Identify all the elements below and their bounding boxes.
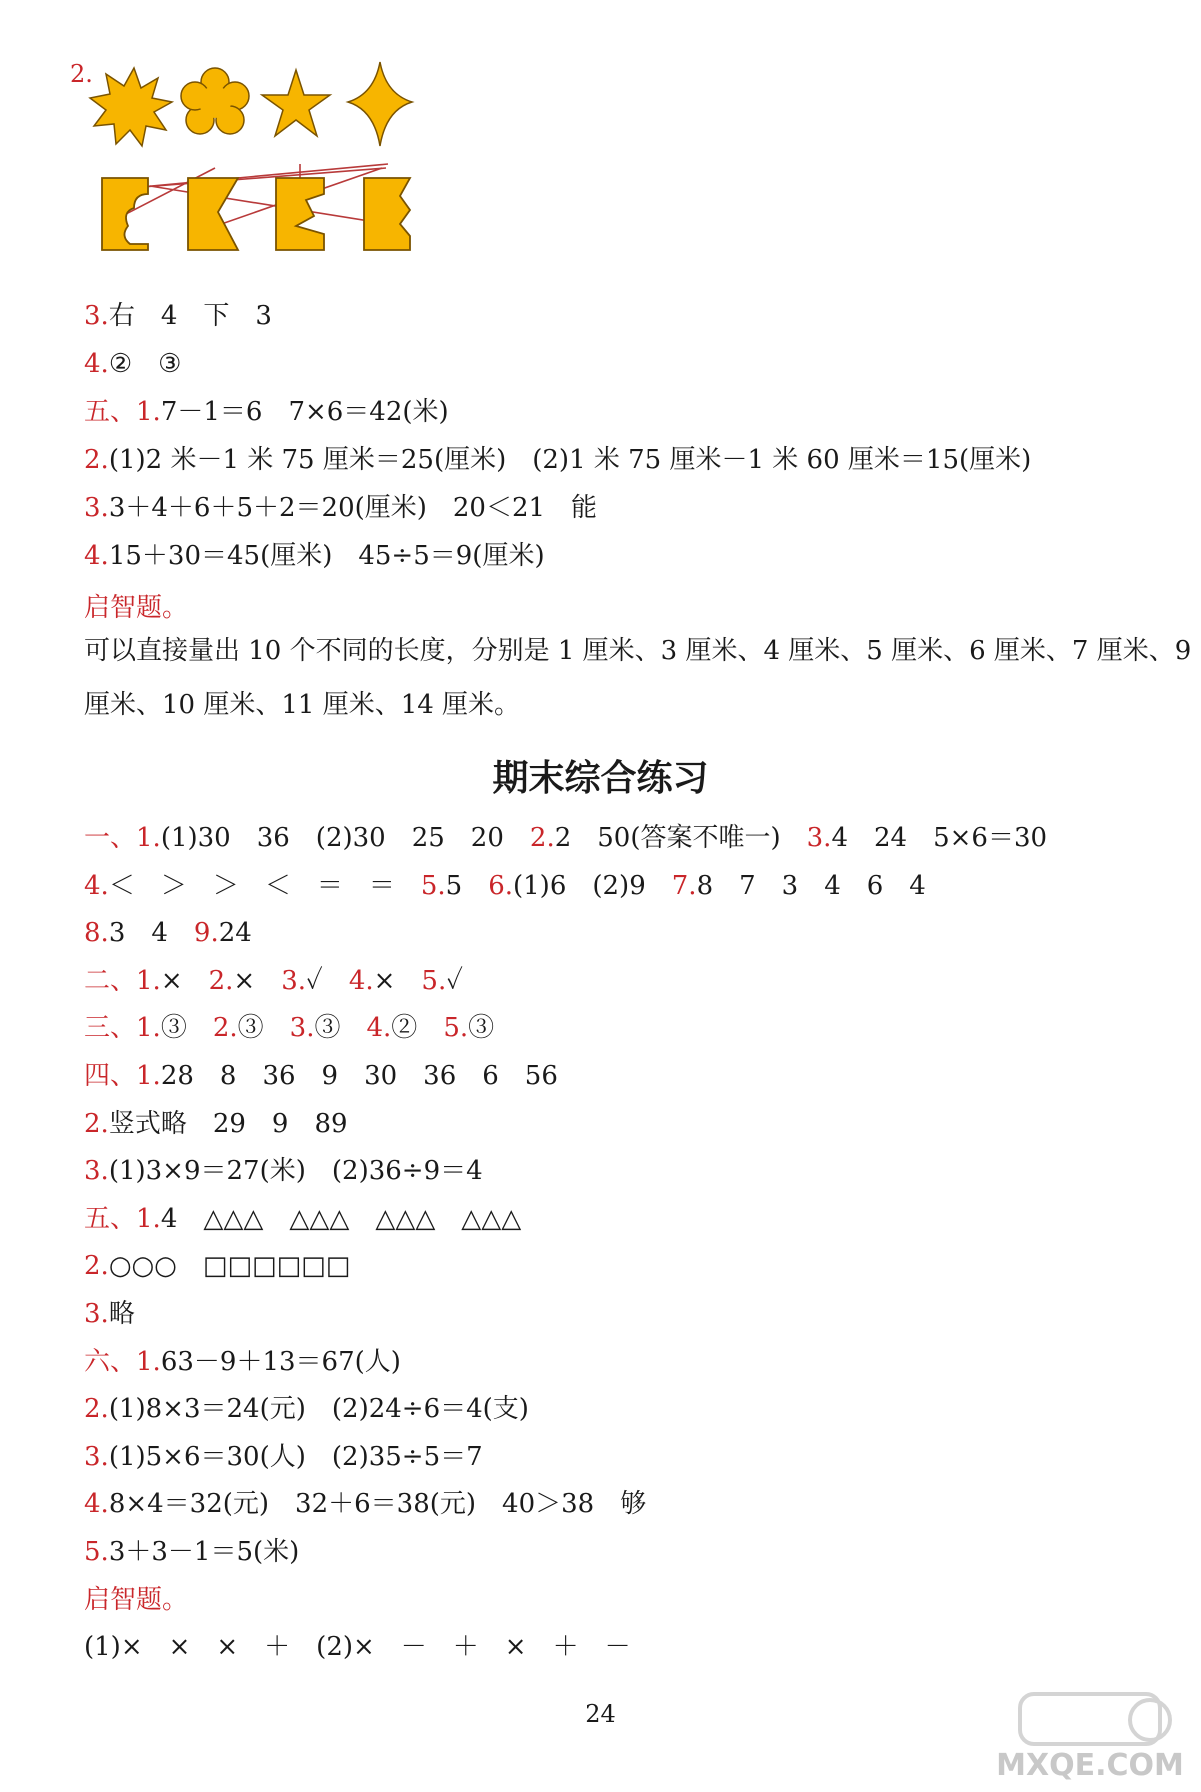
answer-text: (1)30 36 (2)30 25 20 xyxy=(160,823,530,853)
question-number: 启智题。 xyxy=(84,1585,189,1615)
question-number: 三、1. xyxy=(84,1013,161,1043)
question-number: 4. xyxy=(348,966,374,996)
question-number: 2. xyxy=(208,966,234,996)
question-number: 8. xyxy=(84,918,109,948)
answer-text: (1)5×6＝30(人) (2)35÷5＝7 xyxy=(108,1442,483,1472)
answer-line-5-4 xyxy=(84,538,545,574)
question-number: 4. xyxy=(84,871,109,901)
question-number: 一、1. xyxy=(84,823,161,853)
question-number: 3. xyxy=(84,1299,109,1329)
answer-text: 7－1＝6 7×6＝42(米) xyxy=(160,397,449,427)
answer-text: 略 xyxy=(108,1299,135,1329)
answer-text: × xyxy=(373,966,422,996)
question-number: 5. xyxy=(420,871,446,901)
answer-text: 右 4 下 3 xyxy=(108,301,272,331)
question-number: 6. xyxy=(488,871,513,901)
question-number: 2. xyxy=(84,445,109,475)
answer-text: (1)3×9＝27(米) (2)36÷9＝4 xyxy=(108,1156,483,1186)
final-answer-line xyxy=(84,1010,494,1046)
answer-text: ✓ xyxy=(306,966,349,996)
question-number: 3. xyxy=(84,301,109,331)
final-answer-line xyxy=(84,1486,646,1522)
sun-shape xyxy=(90,68,172,146)
answer-text: 5 xyxy=(445,871,489,901)
diamond-shape xyxy=(348,62,412,146)
question-number: 9. xyxy=(193,918,219,948)
question-number: 2. xyxy=(529,823,555,853)
answer-text: (1)× × × ＋ (2)× － ＋ × ＋ － xyxy=(84,1632,631,1662)
cut-shape-diamond xyxy=(364,178,410,250)
answer-text: ③ xyxy=(314,1013,367,1043)
question-number: 3. xyxy=(289,1013,315,1043)
answer-text: 4 24 5×6＝30 xyxy=(831,823,1048,853)
answer-text: 15＋30＝45(厘米) 45÷5＝9(厘米) xyxy=(108,541,545,571)
cut-shape-star xyxy=(276,178,324,250)
question-number: 5. xyxy=(443,1013,469,1043)
answer-text: (1)8×3＝24(元) (2)24÷6＝4(支) xyxy=(108,1394,529,1424)
final-answer-line xyxy=(84,1582,188,1618)
question-number: 3. xyxy=(84,1156,109,1186)
question-number: 3. xyxy=(806,823,832,853)
q2-marker: 2. xyxy=(70,60,93,88)
answer-text: ③ xyxy=(468,1013,495,1043)
answer-text: × xyxy=(233,966,282,996)
question-number: 2. xyxy=(84,1109,109,1139)
question-number: 3. xyxy=(281,966,307,996)
section-title: 期末综合练习 xyxy=(492,758,709,799)
final-answer-line xyxy=(84,963,463,999)
answer-line-5-2 xyxy=(84,442,1031,478)
answer-text: × xyxy=(160,966,209,996)
final-answer-line xyxy=(84,868,926,904)
answer-line-3 xyxy=(84,298,272,334)
answer-text: 63－9＋13＝67(人) xyxy=(160,1347,401,1377)
answer-text: ✓ xyxy=(446,966,464,996)
watermark-logo xyxy=(990,1690,1190,1786)
star-shape xyxy=(262,70,330,136)
cut-shape-sun xyxy=(188,178,238,250)
question-number: 4. xyxy=(84,349,109,379)
question-number: 二、1. xyxy=(84,966,161,996)
question-number: 5. xyxy=(84,1537,109,1567)
answer-text: ③ xyxy=(160,1013,213,1043)
question-number: 2. xyxy=(84,1251,109,1281)
answer-text: 竖式略 29 9 89 xyxy=(108,1109,348,1139)
watermark-icon xyxy=(990,1690,1190,1750)
question-number: 4. xyxy=(84,1489,109,1519)
final-answer-line xyxy=(84,1106,348,1142)
question-number: 2. xyxy=(212,1013,238,1043)
answer-text: (1)2 米－1 米 75 厘米＝25(厘米) (2)1 米 75 厘米－1 米 60 厘米＝15(厘米) xyxy=(108,445,1032,475)
question-number: 5. xyxy=(421,966,447,996)
watermark-text: MXQE.COM xyxy=(996,1748,1184,1783)
answer-text: 8 7 3 4 6 4 xyxy=(696,871,926,901)
final-answer-line xyxy=(84,820,1047,856)
answer-line-5-1 xyxy=(84,394,449,430)
answer-text: ② xyxy=(391,1013,444,1043)
final-answer-line xyxy=(84,915,252,951)
page-number: 24 xyxy=(585,1700,616,1728)
matching-lines xyxy=(126,164,388,228)
answer-text: (1)6 (2)9 xyxy=(513,871,672,901)
final-answer-line xyxy=(84,1201,521,1237)
final-answer-line xyxy=(84,1629,631,1665)
qizhi-label: 启智题。 xyxy=(84,593,189,623)
answer-line-5-3 xyxy=(84,490,597,526)
answer-text: 2 50(答案不唯一) xyxy=(554,823,807,853)
final-answer-line xyxy=(84,1344,401,1380)
final-answer-line xyxy=(84,1439,483,1475)
question-number: 4. xyxy=(366,1013,392,1043)
qizhi-answer: 可以直接量出 10 个不同的长度，分别是 1 厘米、3 厘米、4 厘米、5 厘米、6 厘米、7 厘米、9 厘米、10 厘米、11 厘米、14 厘米。 xyxy=(84,636,1192,720)
answer-text: 8×4＝32(元) 32＋6＝38(元) 40＞38 够 xyxy=(108,1489,647,1519)
question-number: 3. xyxy=(84,1442,109,1472)
answer-text: 3＋3－1＝5(米) xyxy=(108,1537,300,1567)
flower-shape xyxy=(181,68,249,134)
answer-text: 24 xyxy=(218,918,252,948)
final-answer-line xyxy=(84,1534,299,1570)
question-number: 六、1. xyxy=(84,1347,161,1377)
answer-text: ＜ ＞ ＞ ＜ ＝ ＝ xyxy=(108,871,421,901)
answer-text: ○○○ □□□□□□ xyxy=(108,1251,351,1281)
answer-text: 4 △△△ △△△ △△△ △△△ xyxy=(160,1204,522,1234)
final-answer-line xyxy=(84,1058,558,1094)
answer-text: ③ xyxy=(237,1013,290,1043)
answer-text: 3＋4＋6＋5＋2＝20(厘米) 20＜21 能 xyxy=(108,493,598,523)
cut-shape-flower xyxy=(102,178,148,250)
question-number: 4. xyxy=(84,541,109,571)
question-number: 四、1. xyxy=(84,1061,161,1091)
answer-line-4 xyxy=(84,346,181,382)
shape-matching-figure xyxy=(70,60,490,290)
question-number: 五、1. xyxy=(84,397,161,427)
question-number: 3. xyxy=(84,493,109,523)
question-number: 2. xyxy=(84,1394,109,1424)
final-answer-line xyxy=(84,1153,483,1189)
final-answer-line xyxy=(84,1248,350,1284)
answer-text: ② ③ xyxy=(108,349,182,379)
final-answer-line xyxy=(84,1391,529,1427)
answer-text: 28 8 36 9 30 36 6 56 xyxy=(160,1061,558,1091)
answer-text: 3 4 xyxy=(108,918,194,948)
question-number: 五、1. xyxy=(84,1204,161,1234)
question-number: 7. xyxy=(671,871,697,901)
final-answer-line xyxy=(84,1296,135,1332)
